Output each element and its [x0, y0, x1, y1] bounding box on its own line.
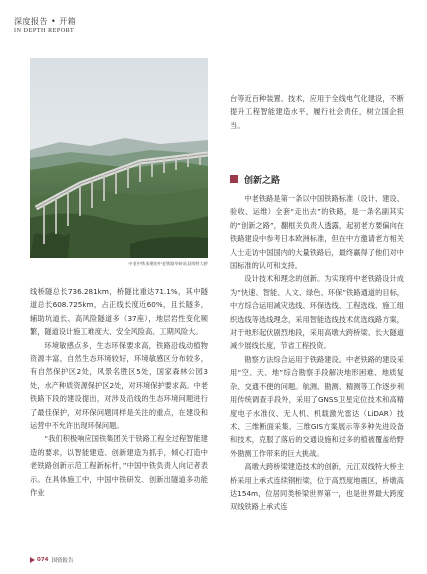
paragraph: 中老铁路是第一条以中国铁路标准（设计、建设、验收、运维）全套“走出去”的铁路，是一条名副其实的“创新之路”，翻框关负责人透露，起初老方要偏向在铁路建设中参考日本欧洲标准，但在中方邀请老方相关人士走访中国国内的大量铁路后，最终赢得了他们对中国标准的认可和支持。	[230, 194, 404, 271]
paragraph: 高墩大跨桥梁建造技术的创新，元江双线特大桥主桥采用上承式连续钢桁梁，位于高烈度地震区，桥墩高达154m，位居同类桥梁世界第一，也是世界最大跨度双线铁路上承式连	[230, 462, 404, 512]
section-title-cn: 深度报告 • 开箱	[14, 17, 77, 26]
paragraph: 环境敏感点多，生态环保要求高，铁路沿线动植物资源丰富，自然生态环境较好，环境敏感区分布较多，有自然保护区2处，风景名胜区5处，国家森林公园3处，水产种质资源保护区2处，对环境保护要求高。中老铁路下段的建设提出，对涉及沿线的生态环境问题进行了最佳保护，对环保问题同样是关注的重点，在建设和运营中不允许出现环保问题。	[30, 340, 208, 431]
journal-name: 国资报告	[51, 558, 74, 564]
paragraph: 线桥隧总长736.281km，桥隧比重达71.1%，其中隧道总长608.725km，占正线长度近60%，且长隧多，辅助坑道长、高风险隧道多（37座），地层岩性变化频繁，隧道设计施工难度大、安全风险高、工期风险大。	[30, 287, 208, 337]
section-title: 创新之路	[244, 175, 281, 186]
section-marker-icon	[230, 175, 238, 183]
right-column	[230, 192, 404, 514]
left-column	[30, 285, 208, 500]
paragraph: 台等近百种装置、技术，应用于全线电气化建设，不断提升工程智能建造水平，履行社会责任，树立国企担当。	[230, 94, 404, 130]
section-heading	[230, 172, 280, 186]
page-header	[0, 0, 427, 56]
paragraph: 设计技术和理念的创新。为实现将中老铁路设计成为“快速、智能、人文、绿色、环保”铁路通道的目标，中方综合运用减灾选线、环保选线、工程选线、施工组织选线等选线理念，采用智能选线技术优选线路方案，对于地形起伏剧烈地段，采用高墩大跨桥梁、长大隧道减少展线长度，节省工程投资。	[230, 274, 404, 351]
paragraph: 勘察方法综合运用于铁路建设。中老铁路的建设采用“空、天、地”综合勘察手段解决地形困难、地质复杂、交通不便的问题。航测、勘测、精测等工作逐步利用传统调查手段外，采用了GNSS卫星定位技术和高精度电子水准仪、无人机、机载激光雷达（LiDAR）技术、三维断面采集、三维GIS方案展示等多种先进设备和技术，克服了落后的交通设施和过多的植被覆盖给野外勘测工作带来的巨大挑战。	[230, 354, 404, 458]
page-marker-icon	[30, 557, 35, 563]
page-number: 074	[37, 557, 49, 563]
page-footer	[30, 556, 74, 564]
right-column-top	[230, 92, 404, 132]
paragraph: “我们积极响应国铁集团关于铁路工程全过程智能建造的要求，以智能建造、创新建造为抓手，倾心打造中老铁路创新示范工程新标杆，”中国中铁负责人向记者表示。在具体施工中，中国中铁研发、创新出隧道多功能作业	[30, 434, 208, 498]
photo-caption: 中老中铁承建的中老铁路华岭站双线特大桥	[128, 261, 208, 266]
railway-viaduct-photo	[30, 58, 208, 258]
section-title-en: IN DEPTH REPORT	[14, 28, 75, 34]
